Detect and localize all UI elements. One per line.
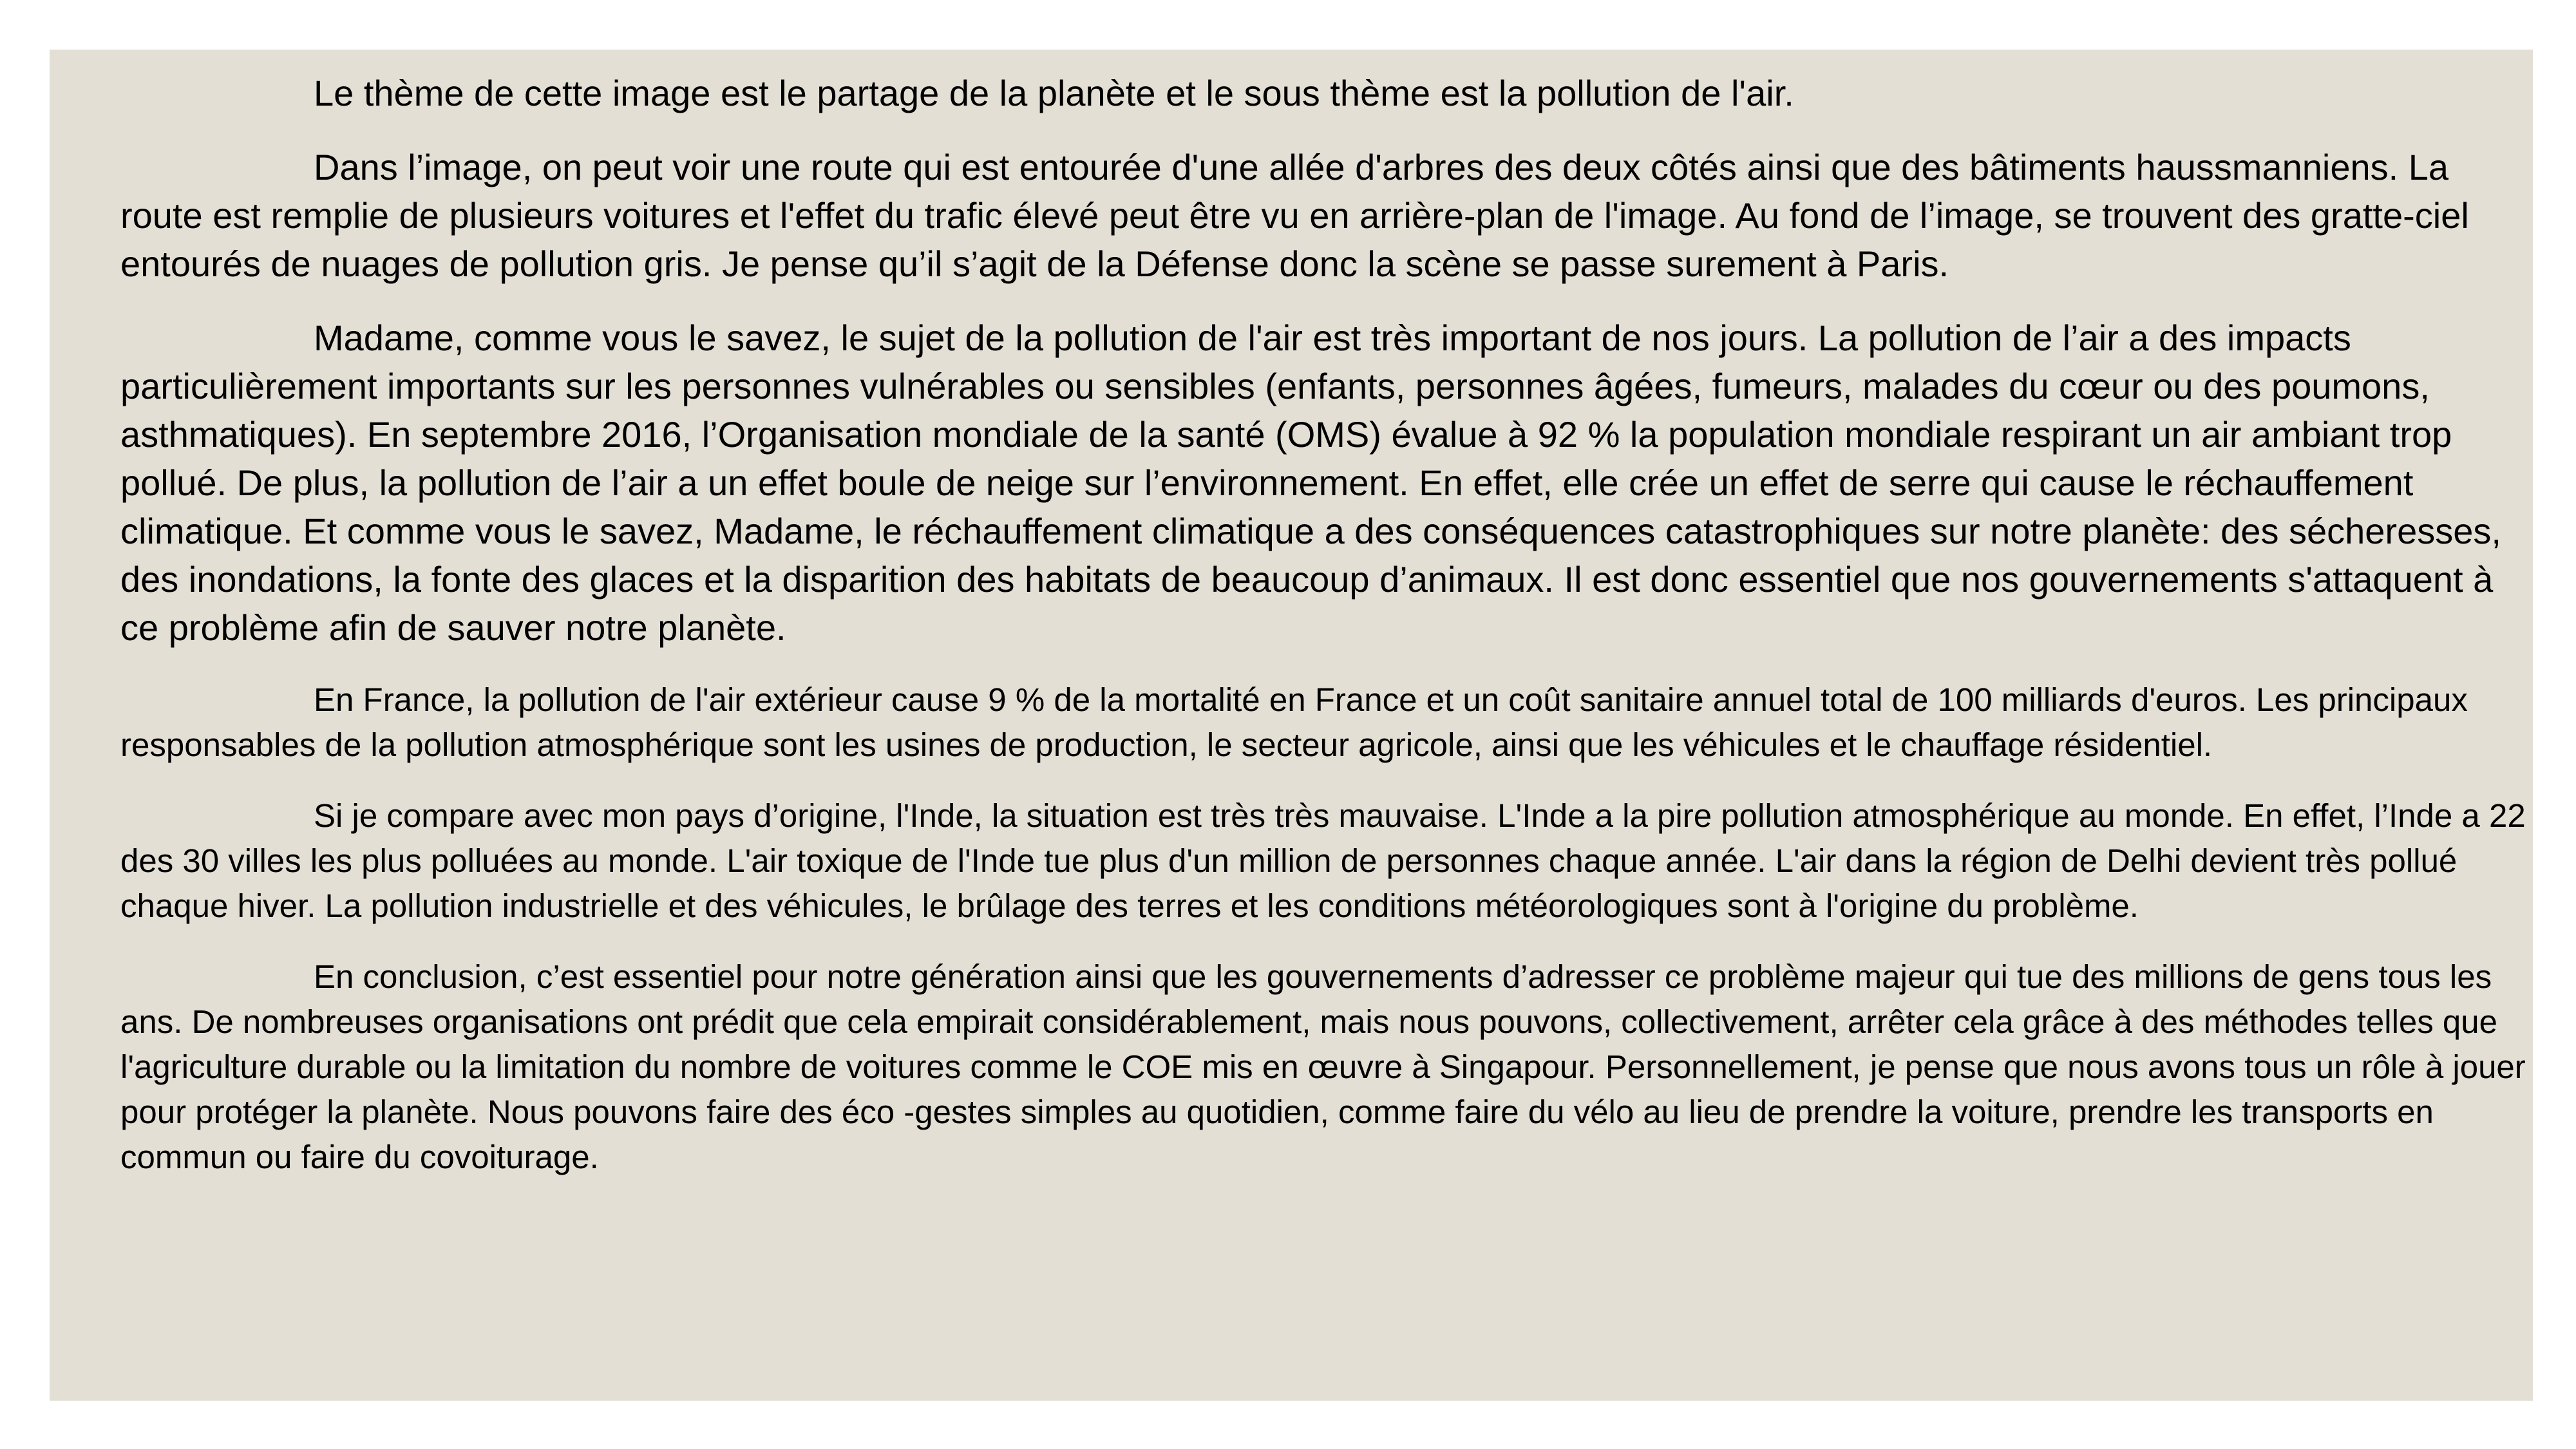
paragraph-image-description: Dans l’image, on peut voir une route qui est entourée d'une allée d'arbres des deux côtés ainsi que des bâtiments haussmanniens. La route est remplie de plusieurs voitures et l'effet du trafic élevé peut être vu en arrière-plan de l'image. Au fond de l’image, se trouvent des gratte-ciel entourés de nuages de pollution gris. Je pense qu’il s’agit de la Défense donc la scène se passe surement à Paris.: [120, 147, 2469, 284]
slide-frame: [50, 50, 2533, 1401]
text-block: [120, 69, 2529, 1180]
paragraph-conclusion: En conclusion, c’est essentiel pour notre génération ainsi que les gouvernements d’adresser ce problème majeur qui tue des millions de gens tous les ans. De nombreuses organisations ont prédit que cela empirait considérablement, mais nous pouvons, collectivement, arrêter cela grâce à des méthodes telles que l'agriculture durable ou la limitation du nombre de voitures comme le COE mis en œuvre à Singapour. Personnellement, je pense que nous avons tous un rôle à jouer pour protéger la planète. Nous pouvons faire des éco -gestes simples au quotidien, comme faire du vélo au lieu de prendre la voiture, prendre les transports en commun ou faire du covoiturage.: [120, 958, 2526, 1175]
paragraph-france: En France, la pollution de l'air extérieur cause 9 % de la mortalité en France et un coût sanitaire annuel total de 100 milliards d'euros. Les principaux responsables de la pollution atmosphérique sont les usines de production, le secteur agricole, ainsi que les véhicules et le chauffage résidentiel.: [120, 681, 2468, 763]
paragraph-air-pollution: Madame, comme vous le savez, le sujet de la pollution de l'air est très important de nos jours. La pollution de l’air a des impacts particulièrement importants sur les personnes vulnérables ou sensibles (enfants, personnes âgées, fumeurs, malades du cœur ou des poumons, asthmatiques). En septembre 2016, l’Organisation mondiale de la santé (OMS) évalue à 92 % la population mondiale respirant un air ambiant trop pollué. De plus, la pollution de l’air a un effet boule de neige sur l’environnement. En effet, elle crée un effet de serre qui cause le réchauffement climatique. Et comme vous le savez, Madame, le réchauffement climatique a des conséquences catastrophiques sur notre planète: des sécheresses, des inondations, la fonte des glaces et la disparition des habitats de beaucoup d’animaux. Il est donc essentiel que nos gouvernements s'attaquent à ce problème afin de sauver notre planète.: [120, 317, 2501, 648]
paragraph-theme: Le thème de cette image est le partage de la planète et le sous thème est la pollution de l'air.: [314, 73, 1794, 113]
paragraph-india: Si je compare avec mon pays d’origine, l'Inde, la situation est très très mauvaise. L'Inde a la pire pollution atmosphérique au monde. En effet, l’Inde a 22 des 30 villes les plus polluées au monde. L'air toxique de l'Inde tue plus d'un million de personnes chaque année. L'air dans la région de Delhi devient très pollué chaque hiver. La pollution industrielle et des véhicules, le brûlage des terres et les conditions météorologiques sont à l'origine du problème.: [120, 797, 2526, 924]
